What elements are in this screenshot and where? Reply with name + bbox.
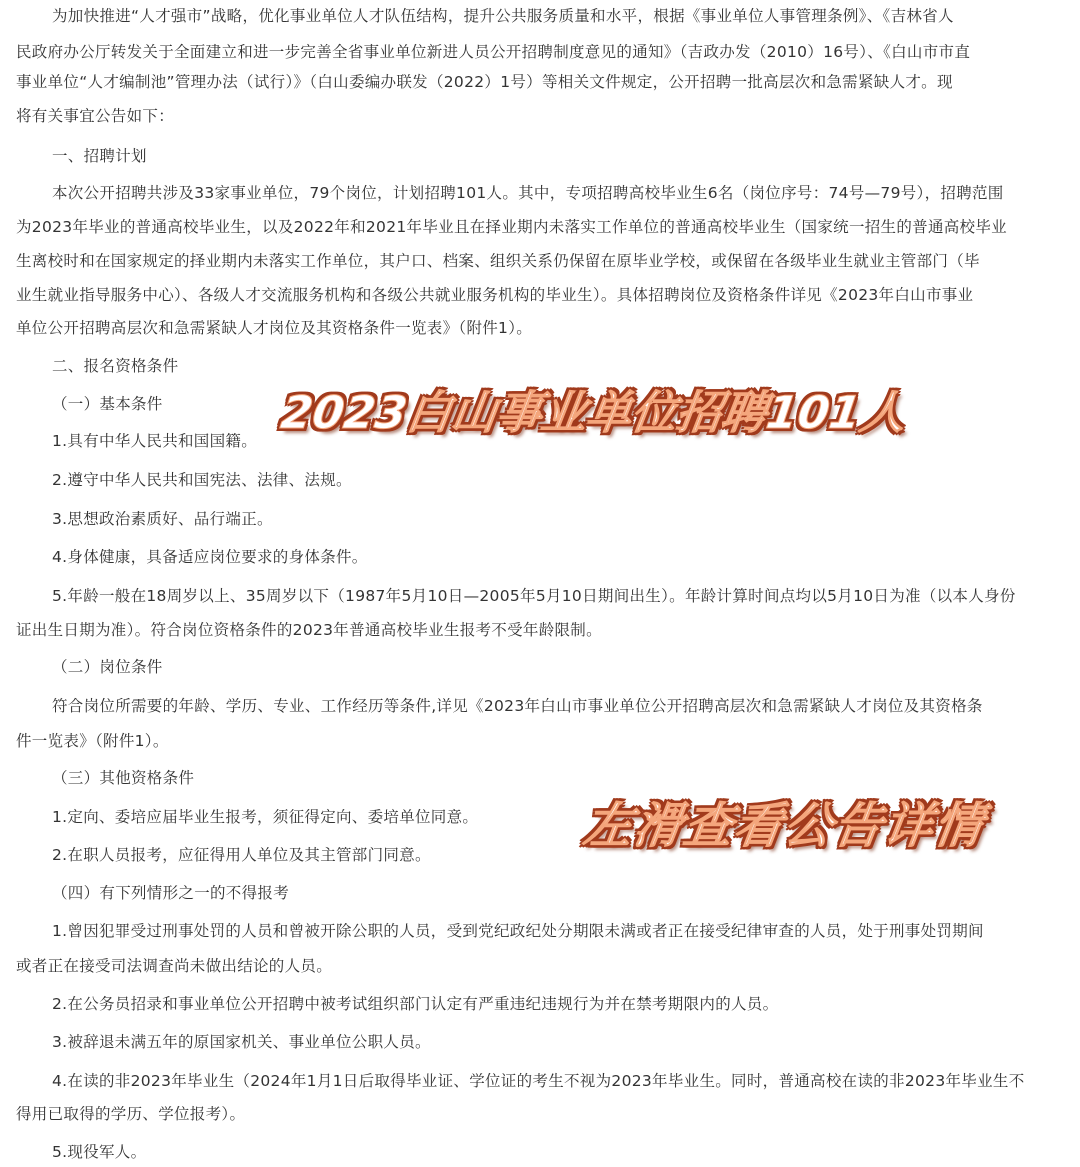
paragraph-line: 为2023年毕业的普通高校毕业生，以及2022年和2021年毕业且在择业期内未落实工作单位的普通高校毕业生（国家统一招生的普通高校毕业 bbox=[16, 218, 1007, 236]
paragraph-line: 将有关事宜公告如下： bbox=[16, 107, 175, 125]
list-item: 3.被辞退未满五年的原国家机关、事业单位公职人员。 bbox=[52, 1033, 431, 1051]
list-item: 1.定向、委培应届毕业生报考，须征得定向、委培单位同意。 bbox=[52, 808, 479, 826]
paragraph-line: 符合岗位所需要的年龄、学历、专业、工作经历等条件,详见《2023年白山市事业单位公开招聘高层次和急需紧缺人才岗位及其资格条 bbox=[52, 697, 983, 715]
list-item: 4.在读的非2023年毕业生（2024年1月1日后取得毕业证、学位证的考生不视为2023年毕业生。同时，普通高校在读的非2023年毕业生不 bbox=[52, 1072, 1025, 1090]
swipe-hint-overlay: 左滑查看公告详情 bbox=[580, 798, 989, 854]
list-item: 3.思想政治素质好、品行端正。 bbox=[52, 510, 273, 528]
headline-overlay: 2023白山事业单位招聘101人 bbox=[277, 386, 910, 439]
paragraph-line: 本次公开招聘共涉及33家事业单位，79个岗位，计划招聘101人。其中，专项招聘高校毕业生6名（岗位序号：74号—79号），招聘范围 bbox=[52, 184, 1004, 202]
paragraph-line: 单位公开招聘高层次和急需紧缺人才岗位及其资格条件一览表》（附件1）。 bbox=[16, 319, 533, 337]
list-item: 证出生日期为准）。符合岗位资格条件的2023年普通高校毕业生报考不受年龄限制。 bbox=[16, 621, 602, 639]
list-item: 5.现役军人。 bbox=[52, 1143, 147, 1161]
list-item: 4.身体健康，具备适应岗位要求的身体条件。 bbox=[52, 548, 368, 566]
list-item: 1.具有中华人民共和国国籍。 bbox=[52, 432, 257, 450]
paragraph-line: 业生就业指导服务中心）、各级人才交流服务机构和各级公共就业服务机构的毕业生）。具体招聘岗位及资格条件详见《2023年白山市事业 bbox=[16, 286, 974, 304]
subsection-heading: （三）其他资格条件 bbox=[52, 769, 195, 787]
subsection-heading: （二）岗位条件 bbox=[52, 658, 163, 676]
list-item: 2.在公务员招录和事业单位公开招聘中被考试组织部门认定有严重违纪违规行为并在禁考期限内的人员。 bbox=[52, 995, 779, 1013]
list-item: 或者正在接受司法调查尚未做出结论的人员。 bbox=[16, 957, 333, 975]
list-item: 2.在职人员报考，应征得用人单位及其主管部门同意。 bbox=[52, 846, 431, 864]
paragraph-line: 民政府办公厅转发关于全面建立和进一步完善全省事业单位新进人员公开招聘制度意见的通知》（吉政办发（2010）16号）、《白山市市直 bbox=[16, 43, 971, 61]
paragraph-line: 生离校时和在国家规定的择业期内未落实工作单位，其户口、档案、组织关系仍保留在原毕业学校，或保留在各级毕业生就业主管部门（毕 bbox=[16, 252, 980, 270]
list-item: 2.遵守中华人民共和国宪法、法律、法规。 bbox=[52, 471, 352, 489]
section-heading: 二、报名资格条件 bbox=[52, 357, 179, 375]
subsection-heading: （四）有下列情形之一的不得报考 bbox=[52, 884, 290, 902]
paragraph-line: 件一览表》（附件1）。 bbox=[16, 732, 169, 750]
paragraph-line: 事业单位“人才编制池”管理办法（试行）》（白山委编办联发（2022）1号）等相关文件规定，公开招聘一批高层次和急需紧缺人才。现 bbox=[16, 73, 953, 91]
subsection-heading: （一）基本条件 bbox=[52, 395, 163, 413]
section-heading: 一、招聘计划 bbox=[52, 147, 147, 165]
list-item: 1.曾因犯罪受过刑事处罚的人员和曾被开除公职的人员，受到党纪政纪处分期限未满或者正在接受纪律审查的人员，处于刑事处罚期间 bbox=[52, 922, 984, 940]
list-item: 5.年龄一般在18周岁以上、35周岁以下（1987年5月10日—2005年5月10日期间出生）。年龄计算时间点均以5月10日为准（以本人身份 bbox=[52, 587, 1016, 605]
list-item: 得用已取得的学历、学位报考）。 bbox=[16, 1105, 246, 1123]
paragraph-line: 为加快推进“人才强市”战略，优化事业单位人才队伍结构，提升公共服务质量和水平，根据《事业单位人事管理条例》、《吉林省人 bbox=[52, 7, 954, 25]
